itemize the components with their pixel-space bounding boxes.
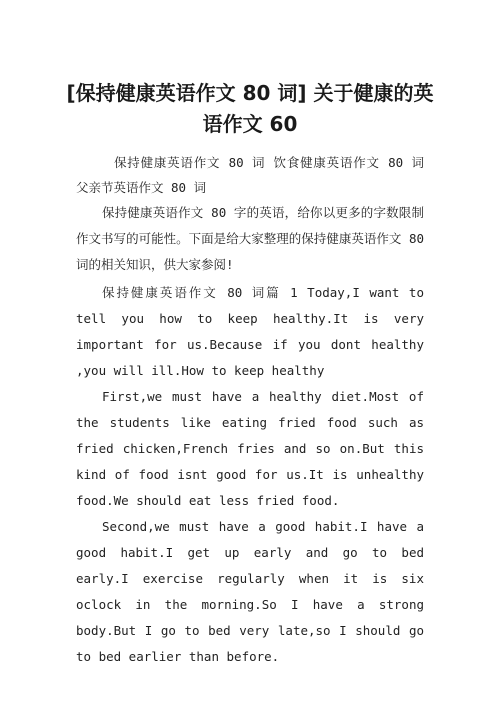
document-body: [76, 150, 424, 670]
paragraph-healthy-diet: First,we must have a healthy diet.Most of the students like eating fried food such as fried chicken,French fries and so on.But this kind of food isnt good for us.It is unhealthy food.We should eat less fried food.: [76, 389, 424, 508]
document-title: [保持健康英语作文 80 词] 关于健康的英语作文 60: [66, 81, 434, 136]
paragraph-essay-opening: 保持健康英语作文 80 词篇 1 Today,I want to tell you how to keep healthy.It is very important for us.Because if you dont healthy ,you will ill.How to keep healthy: [76, 285, 424, 378]
paragraph-related-titles: 保持健康英语作文 80 词 饮食健康英语作文 80 词 父亲节英语作文 80 词: [76, 155, 424, 195]
paragraph-good-habit: Second,we must have a good habit.I have a good habit.I get up early and go to bed early.I exercise regularly when it is six oclock in the morning.So I have a strong body.But I go to bed very late,so I should go to bed earlier than before.: [76, 519, 424, 664]
paragraph-introduction: 保持健康英语作文 80 字的英语，给你以更多的字数限制作文书写的可能性。下面是给大家整理的保持健康英语作文 80 词的相关知识，供大家参阅!: [76, 205, 424, 272]
